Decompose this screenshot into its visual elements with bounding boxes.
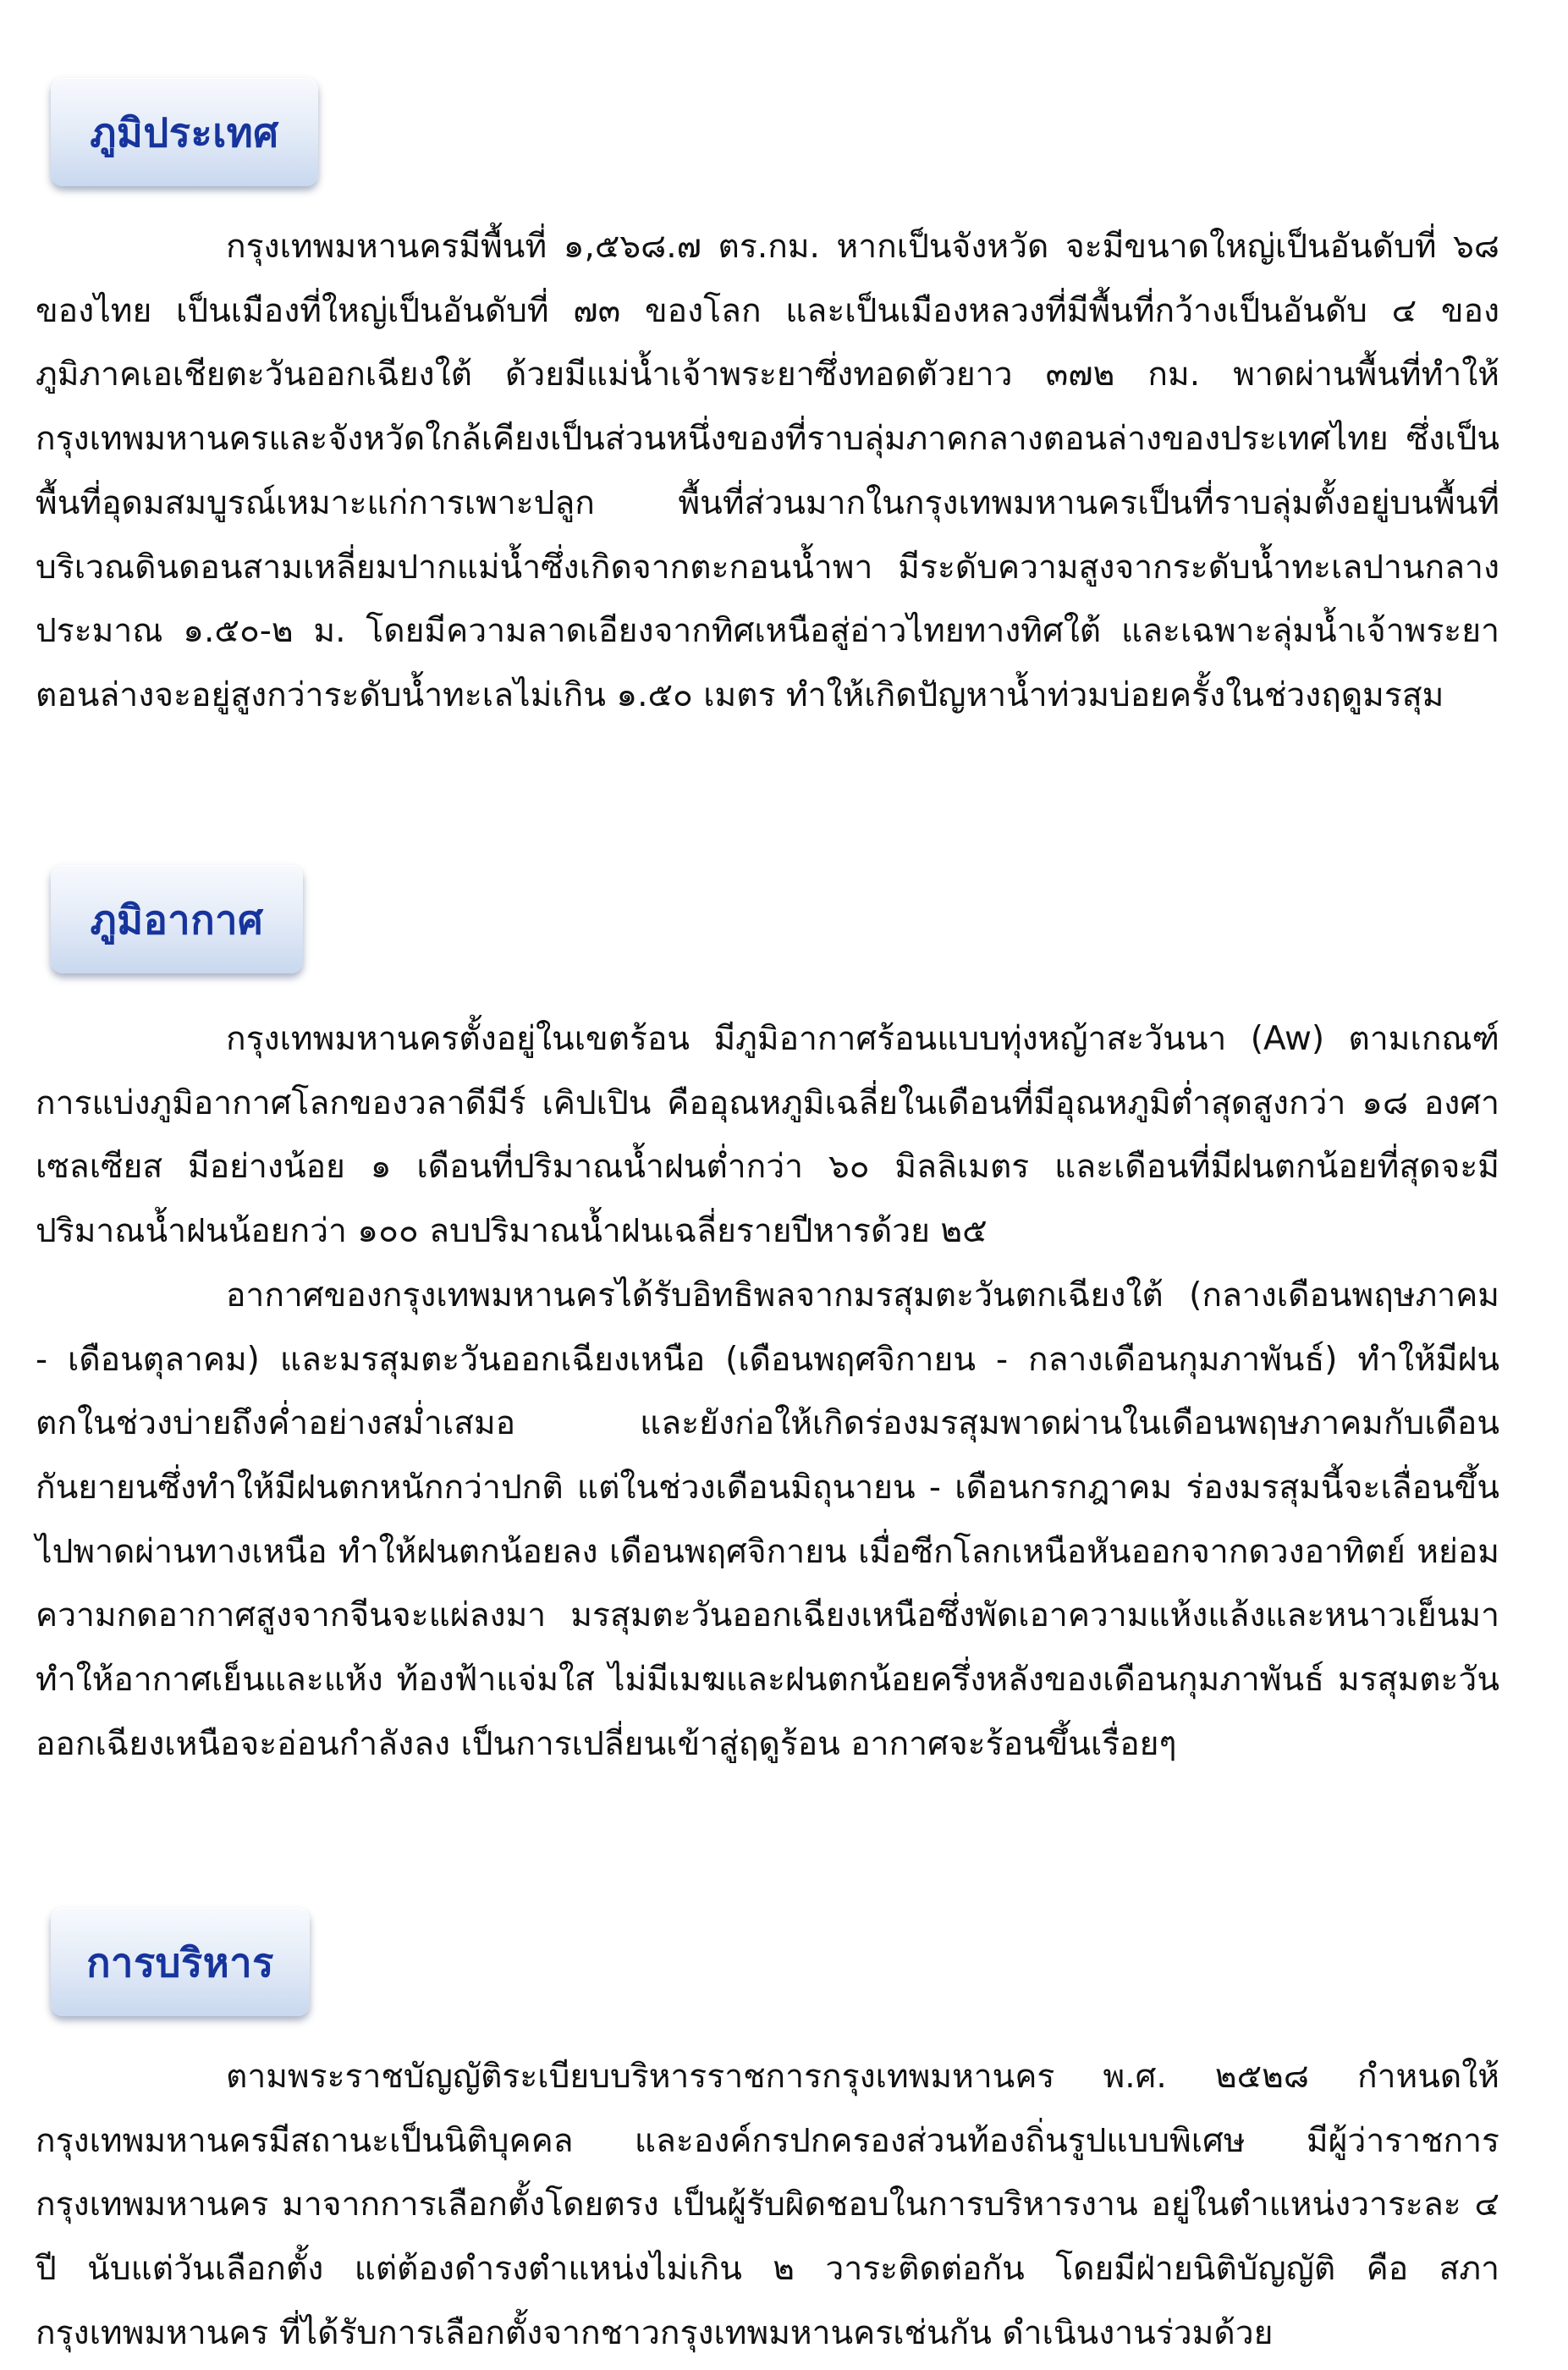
section-heading-text: การบริหาร: [86, 1939, 274, 1987]
paragraph: ตามพระราชบัญญัติระเบียบบริหารราชการกรุงเทพมหานคร พ.ศ. ๒๕๒๘ กำหนดให้กรุงเทพมหานครมีสถานะเป็นนิติบุคคล และองค์กรปกครองส่วนท้องถิ่นรูปแบบพิเศษ มีผู้ว่าราชการกรุงเทพมหานคร มาจากการเลือกตั้งโดยตรง เป็นผู้รับผิดชอบในการบริหารงาน อยู่ในตำแหน่งวาระละ ๔ ปี นับแต่วันเลือกตั้ง แต่ต้องดำรงตำแหน่งไม่เกิน ๒ วาระติดต่อกัน โดยมีฝ่ายนิติบัญญัติ คือ สภากรุงเทพมหานคร ที่ได้รับการเลือกตั้งจากชาวกรุงเทพมหานครเช่นกัน ดำเนินงานร่วมด้วย: [36, 2058, 1499, 2352]
section-heading-administration: [51, 1908, 310, 2016]
section-body-topography: [36, 215, 1499, 728]
section-heading-text: ภูมิประเทศ: [90, 109, 279, 157]
section-heading-topography: [51, 78, 318, 186]
section-body-climate: [36, 1007, 1499, 1776]
paragraph: อากาศของกรุงเทพมหานครได้รับอิทธิพลจากมรสุมตะวันตกเฉียงใต้ (กลางเดือนพฤษภาคม - เดือนตุลาคม) และมรสุมตะวันออกเฉียงเหนือ (เดือนพฤศจิกายน - กลางเดือนกุมภาพันธ์) ทำให้มีฝนตกในช่วงบ่ายถึงค่ำอย่างสม่ำเสมอ และยังก่อให้เกิดร่องมรสุมพาดผ่านในเดือนพฤษภาคมกับเดือนกันยายนซึ่งทำให้มีฝนตกหนักกว่าปกติ แต่ในช่วงเดือนมิถุนายน - เดือนกรกฎาคม ร่องมรสุมนี้จะเลื่อนขึ้นไปพาดผ่านทางเหนือ ทำให้ฝนตกน้อยลง เดือนพฤศจิกายน เมื่อซีกโลกเหนือหันออกจากดวงอาทิตย์ หย่อมความกดอากาศสูงจากจีนจะแผ่ลงมา มรสุมตะวันออกเฉียงเหนือซึ่งพัดเอาความแห้งแล้งและหนาวเย็นมาทำให้อากาศเย็นและแห้ง ท้องฟ้าแจ่มใส ไม่มีเมฆและฝนตกน้อยครึ่งหลังของเดือนกุมภาพันธ์ มรสุมตะวันออกเฉียงเหนือจะอ่อนกำลังลง เป็นการเปลี่ยนเข้าสู่ฤดูร้อน อากาศจะร้อนขึ้นเรื่อยๆ: [36, 1276, 1499, 1763]
section-body-administration: [36, 2045, 1499, 2366]
paragraph: กรุงเทพมหานครมีพื้นที่ ๑,๕๖๘.๗ ตร.กม. หากเป็นจังหวัด จะมีขนาดใหญ่เป็นอันดับที่ ๖๘ ของไทย เป็นเมืองที่ใหญ่เป็นอันดับที่ ๗๓ ของโลก และเป็นเมืองหลวงที่มีพื้นที่กว้างเป็นอันดับ ๔ ของภูมิภาคเอเชียตะวันออกเฉียงใต้ ด้วยมีแม่น้ำเจ้าพระยาซึ่งทอดตัวยาว ๓๗๒ กม. พาดผ่านพื้นที่ทำให้กรุงเทพมหานครและจังหวัดใกล้เคียงเป็นส่วนหนึ่งของที่ราบลุ่มภาคกลางตอนล่างของประเทศไทย ซึ่งเป็นพื้นที่อุดมสมบูรณ์เหมาะแก่การเพาะปลูก พื้นที่ส่วนมากในกรุงเทพมหานครเป็นที่ราบลุ่มตั้งอยู่บนพื้นที่บริเวณดินดอนสามเหลี่ยมปากแม่น้ำซึ่งเกิดจากตะกอนน้ำพา มีระดับความสูงจากระดับน้ำทะเลปานกลางประมาณ ๑.๕๐-๒ ม. โดยมีความลาดเอียงจากทิศเหนือสู่อ่าวไทยทางทิศใต้ และเฉพาะลุ่มน้ำเจ้าพระยาตอนล่างจะอยู่สูงกว่าระดับน้ำทะเลไม่เกิน ๑.๕๐ เมตร ทำให้เกิดปัญหาน้ำท่วมบ่อยครั้งในช่วงฤดูมรสุม: [36, 228, 1499, 714]
paragraph: กรุงเทพมหานครตั้งอยู่ในเขตร้อน มีภูมิอากาศร้อนแบบทุ่งหญ้าสะวันนา (Aw) ตามเกณฑ์การแบ่งภูมิอากาศโลกของวลาดีมีร์ เคิปเปิน คืออุณหภูมิเฉลี่ยในเดือนที่มีอุณหภูมิต่ำสุดสูงกว่า ๑๘ องศาเซลเซียส มีอย่างน้อย ๑ เดือนที่ปริมาณน้ำฝนต่ำกว่า ๖๐ มิลลิเมตร และเดือนที่มีฝนตกน้อยที่สุดจะมีปริมาณน้ำฝนน้อยกว่า ๑๐๐ ลบปริมาณน้ำฝนเฉลี่ยรายปีหารด้วย ๒๕: [36, 1020, 1499, 1251]
section-heading-climate: [51, 865, 303, 973]
section-heading-text: ภูมิอากาศ: [90, 896, 264, 944]
